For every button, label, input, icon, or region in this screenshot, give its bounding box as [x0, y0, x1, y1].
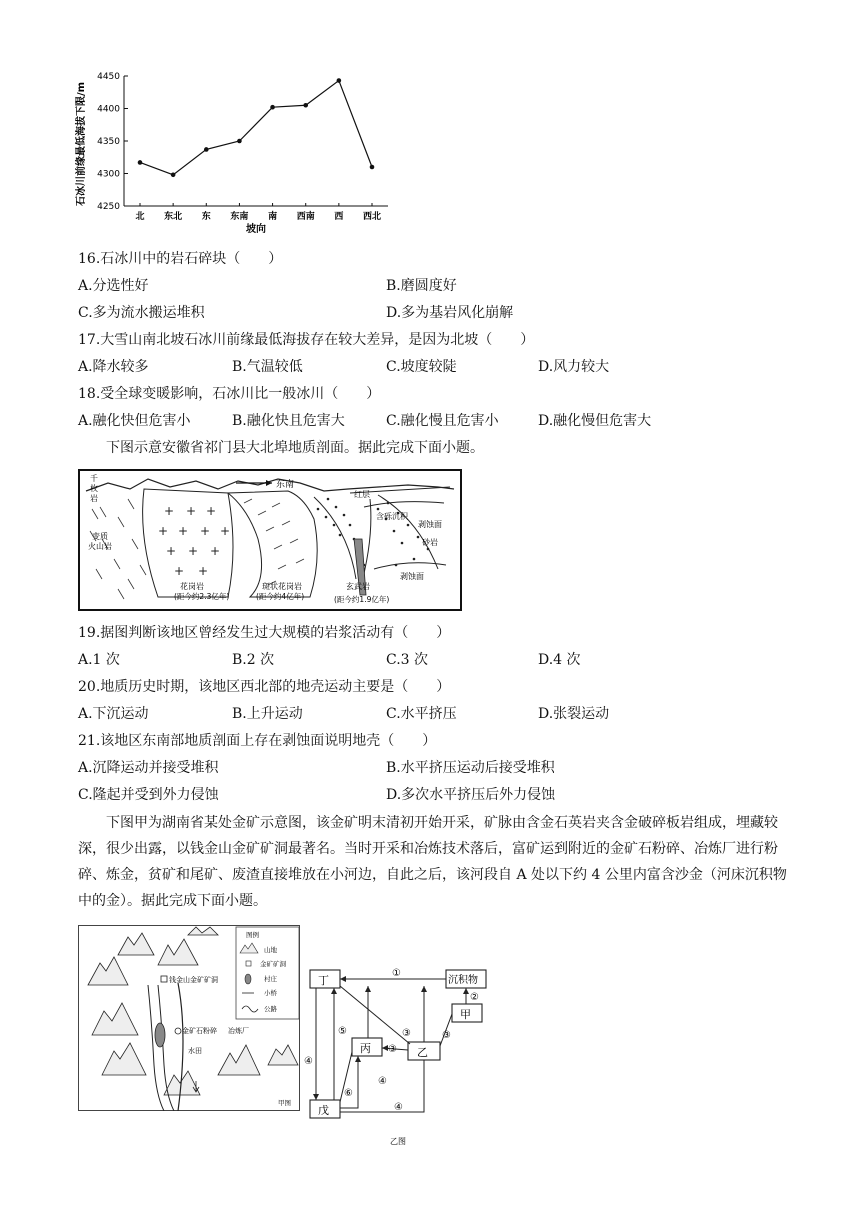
chart-point: [204, 147, 209, 152]
chart-x-tick-label: 西南: [296, 212, 315, 222]
q18-stem: 18.受全球变暖影响，石冰川比一般冰川（ ）: [78, 386, 381, 402]
q17-stem: 17.大雪山南北坡石冰川前缘最低海拔存在较大差异，是因为北坡（ ）: [78, 332, 535, 348]
label-qianjinshan-mine: 钱金山金矿矿洞: [169, 976, 218, 984]
chart-ylabel: 石冰川前缘最低海拔下限/m: [76, 81, 87, 206]
box-ding: 丁: [318, 974, 329, 987]
q18-option-d[interactable]: D.融化慢但危害大: [538, 413, 652, 429]
svg-text:+: +: [166, 544, 177, 558]
q21-option-d[interactable]: D.多次水平挤压后外力侵蚀: [386, 787, 556, 803]
label-smelter: 冶炼厂: [228, 1027, 249, 1035]
q18-option-a[interactable]: A.融化快但危害小: [78, 413, 191, 429]
chart-point: [138, 160, 143, 165]
arrow-num-5: ⑤: [338, 1026, 347, 1037]
legend-road: 公路: [264, 1005, 277, 1013]
map-jia-caption: 甲图: [278, 1099, 291, 1107]
chart-point: [237, 139, 242, 144]
chart-x-tick-label: 西: [334, 212, 344, 222]
label-sandstone: 砂岩: [422, 538, 438, 547]
label-paddy-field: 水田: [188, 1047, 202, 1055]
cycle-diagram-yi: [302, 960, 498, 1150]
legend-village: 村庄: [264, 975, 277, 983]
line-chart: [70, 66, 400, 236]
chart-point: [303, 103, 308, 108]
legend-bridge: 小桥: [264, 989, 277, 997]
q21-option-c[interactable]: C.隆起并受到外力侵蚀: [78, 787, 219, 803]
svg-text:+: +: [188, 544, 199, 558]
label-porphyritic-age: (距今约4亿年): [256, 592, 305, 601]
q20-option-d[interactable]: D.张裂运动: [538, 706, 610, 722]
chart-point: [370, 165, 375, 170]
chart-y-tick-label: 4450: [97, 72, 120, 82]
arrow-num-3c: ③: [442, 1030, 451, 1041]
svg-text:+: +: [178, 524, 189, 538]
chart-point: [171, 173, 176, 178]
label-basalt: 玄武岩: [346, 582, 370, 591]
gold-mine-map-jia: [78, 925, 300, 1111]
chart-series-line: [140, 81, 372, 175]
q16-option-c[interactable]: C.多为流水搬运堆积: [78, 305, 205, 321]
label-crusher: 金矿石粉碎: [182, 1027, 217, 1035]
legend-mountain: 山地: [264, 946, 277, 954]
q16-stem: 16.石冰川中的岩石碎块（ ）: [78, 251, 283, 267]
chart-x-tick-label: 东南: [230, 212, 249, 222]
arrow-num-2: ②: [470, 992, 479, 1003]
q20-stem: 20.地质历史时期，该地区西北部的地壳运动主要是（ ）: [78, 679, 451, 695]
arrow-num-4b: ④: [378, 1076, 387, 1087]
svg-text:+: +: [220, 524, 231, 538]
svg-text:+: +: [164, 504, 175, 518]
svg-text:+: +: [200, 524, 211, 538]
arrow-num-3b: ③: [388, 1044, 397, 1055]
label-granite-age: (距今约2.3亿年): [174, 592, 230, 601]
arrow-num-3a: ③: [402, 1028, 411, 1039]
q19-option-b[interactable]: B.2 次: [232, 652, 275, 668]
q16-option-a[interactable]: A.分选性好: [78, 278, 149, 294]
legend-mine: 金矿矿洞: [260, 960, 286, 968]
label-erosion-surface-1: 剥蚀面: [418, 520, 442, 529]
chart-x-tick-label: 西北: [362, 212, 382, 222]
label-basalt-age: (距今约1.9亿年): [334, 595, 390, 604]
chart-x-tick-label: 北: [135, 212, 145, 222]
q20-option-c[interactable]: C.水平挤压: [386, 706, 457, 722]
crusher-icon: [175, 1028, 181, 1034]
q18-option-b[interactable]: B.融化快且危害大: [232, 413, 345, 429]
geology-section-figure: [78, 469, 462, 611]
label-erosion-surface-2: 剥蚀面: [400, 572, 424, 581]
q17-option-b[interactable]: B.气温较低: [232, 359, 303, 375]
arrow-num-1: ①: [392, 968, 401, 979]
chart-xlabel: 坡向: [246, 224, 266, 235]
box-bing: 丙: [360, 1042, 371, 1055]
q19-option-d[interactable]: D.4 次: [538, 652, 581, 668]
geology-direction-label: 东南: [276, 480, 295, 490]
box-jia: 甲: [460, 1008, 471, 1021]
svg-text:+: +: [174, 564, 185, 578]
box-yi: 乙: [417, 1046, 428, 1059]
chart-y-tick-label: 4300: [97, 169, 120, 180]
q20-option-a[interactable]: A.下沉运动: [78, 706, 149, 722]
q17-option-c[interactable]: C.坡度较陡: [386, 359, 457, 375]
q16-option-b[interactable]: B.磨圆度好: [386, 278, 457, 294]
label-meta-volcanic: 变质火山岩: [88, 532, 112, 551]
label-phyllite: 千枚岩: [90, 474, 98, 503]
box-sediment: 沉积物: [448, 975, 478, 986]
svg-text:+: +: [186, 504, 197, 518]
arrow-num-6: ⑥: [344, 1088, 353, 1099]
box-wu: 戊: [318, 1104, 329, 1117]
svg-text:+: +: [198, 564, 209, 578]
label-granite: 花岗岩: [180, 582, 204, 591]
mine-icon: [161, 976, 167, 982]
q17-option-d[interactable]: D.风力较大: [538, 359, 610, 375]
label-red-layer: 红层: [354, 490, 370, 499]
arrow-num-4a: ④: [304, 1056, 313, 1067]
village-icon: [155, 1023, 165, 1047]
intro-gold-mine: 下图甲为湖南省某处金矿示意图，该金矿明末清初开始开采，矿脉由含金石英岩夹含金破碎板岩组成，埋藏较深，很少出露，以钱金山金矿矿洞最著名。当时开采和冶炼技术落后，富矿运到附近的金矿石粉碎、冶炼厂进行粉碎、炼金，贫矿和尾矿、废渣直接堆放在小河边，自此之后，该河段自 A 处以下约 4 公里内富含沙金（河床沉积物中的金）。据此完成下面小题。: [78, 815, 787, 909]
chart-point: [337, 78, 342, 83]
intro-geology: 下图示意安徽省祁门县大北埠地质剖面。据此完成下面小题。: [106, 440, 484, 456]
diagram-yi-caption: 乙图: [390, 1137, 406, 1146]
q17-option-a[interactable]: A.降水较多: [78, 359, 149, 375]
legend-mine-icon: [246, 961, 251, 966]
arrow-num-4c: ④: [394, 1102, 403, 1113]
q21-option-a[interactable]: A.沉降运动并接受堆积: [78, 760, 219, 776]
q21-stem: 21.该地区东南部地质剖面上存在剥蚀面说明地壳（ ）: [78, 733, 437, 749]
svg-text:+: +: [210, 544, 221, 558]
chart-y-tick-label: 4350: [97, 137, 120, 147]
chart-y-tick-label: 4250: [97, 202, 120, 212]
q21-option-b[interactable]: B.水平挤压运动后接受堆积: [386, 760, 555, 776]
legend-village-icon: [245, 974, 251, 984]
chart-point: [270, 105, 275, 110]
chart-y-tick-label: 4400: [97, 104, 120, 115]
q19-stem: 19.据图判断该地区曾经发生过大规模的岩浆活动有（ ）: [78, 625, 451, 641]
chart-x-tick-label: 东: [201, 212, 211, 222]
label-conglomerate: 含砾沉积: [376, 512, 408, 521]
q19-option-a[interactable]: A.1 次: [78, 652, 120, 668]
svg-text:+: +: [206, 504, 217, 518]
q20-option-b[interactable]: B.上升运动: [232, 706, 303, 722]
q16-option-d[interactable]: D.多为基岩风化崩解: [386, 305, 514, 321]
label-porphyritic-granite: 斑状花岗岩: [262, 582, 302, 591]
legend-title: 图例: [246, 931, 259, 939]
q18-option-c[interactable]: C.融化慢且危害小: [386, 413, 499, 429]
chart-x-tick-label: 东北: [164, 212, 183, 222]
chart-x-tick-label: 南: [268, 212, 278, 222]
q19-option-c[interactable]: C.3 次: [386, 652, 429, 668]
svg-text:+: +: [158, 524, 169, 538]
